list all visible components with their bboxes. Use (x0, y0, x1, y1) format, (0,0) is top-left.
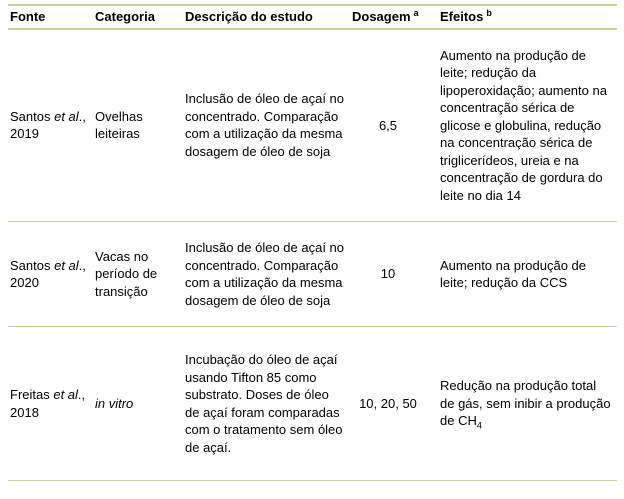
category-text: Ovelhas leiteiras (95, 108, 143, 142)
source-author: Freitas (10, 387, 54, 402)
footnote-marker-a: a (413, 7, 419, 18)
cell-descricao: Inclusão de óleo de açaí no concentrado. Comparação com a utilização da mesma dosagem de óleo de soja (183, 29, 350, 222)
source-etal: et al (54, 108, 79, 124)
table-row-santos-2019 (8, 29, 617, 222)
document-page (0, 4, 624, 499)
cell-efeitos (438, 327, 617, 481)
column-header-fonte (8, 5, 93, 29)
source-year: ., 2019 (10, 108, 86, 142)
cell-efeitos (438, 222, 617, 327)
cell-categoria (93, 29, 183, 222)
cell-fonte (8, 327, 93, 481)
cell-descricao: Incubação do óleo de açaí usando Tifton 85 como substrato. Doses de óleo de açaí foram comparadas com o tratamento sem óleo de açaí. (183, 327, 350, 481)
effects-text: Redução na produção total de gás, sem inibir a produção de CH (440, 378, 611, 429)
table-row-freitas-2018 (8, 327, 617, 481)
source-author: Santos (10, 257, 55, 273)
column-header-descricao (183, 5, 350, 29)
table-header-row (8, 5, 617, 29)
header-label: Categoria (95, 9, 155, 24)
source-etal: et al (53, 387, 78, 402)
cell-dosagem: 6,5 (350, 29, 438, 222)
header-label: Fonte (10, 9, 46, 24)
column-header-categoria (93, 5, 183, 29)
header-label: Descrição do estudo (185, 9, 313, 24)
effects-text: Aumento na produção de leite; redução da CCS (440, 257, 586, 290)
effects-subscript: 4 (476, 420, 482, 431)
cell-dosagem: 10 (350, 222, 438, 327)
cell-efeitos (438, 29, 617, 222)
category-text: Vacas no período de transição (95, 248, 158, 299)
cell-categoria (93, 222, 183, 327)
table-row-santos-2020 (8, 222, 617, 327)
column-header-dosagem (350, 5, 438, 29)
cell-fonte (8, 222, 93, 327)
source-year: ., 2020 (10, 257, 86, 290)
effects-text: Aumento na produção de leite; redução da lipoperoxidação; aumento na concentração sérica de glicose e globulina, redução na concentração sérica de triglicerídeos, ureia e na concentração de gordura do leite no dia 14 (440, 47, 607, 203)
cell-categoria (93, 327, 183, 481)
cell-dosagem: 10, 20, 50 (350, 327, 438, 481)
cell-descricao: Inclusão de óleo de açaí no concentrado. Comparação com a utilização da mesma dosagem de óleo de soja (183, 222, 350, 327)
source-etal: et al (54, 257, 79, 273)
footnote-marker-b: b (486, 7, 492, 18)
category-text-italic: in vitro (95, 395, 134, 411)
column-header-efeitos (438, 5, 617, 29)
header-label: Dosagem (352, 9, 411, 24)
header-label: Efeitos (440, 9, 484, 24)
source-author: Santos (10, 108, 55, 124)
cell-fonte (8, 29, 93, 222)
source-year: ., 2018 (10, 387, 86, 420)
study-summary-table (8, 4, 617, 481)
